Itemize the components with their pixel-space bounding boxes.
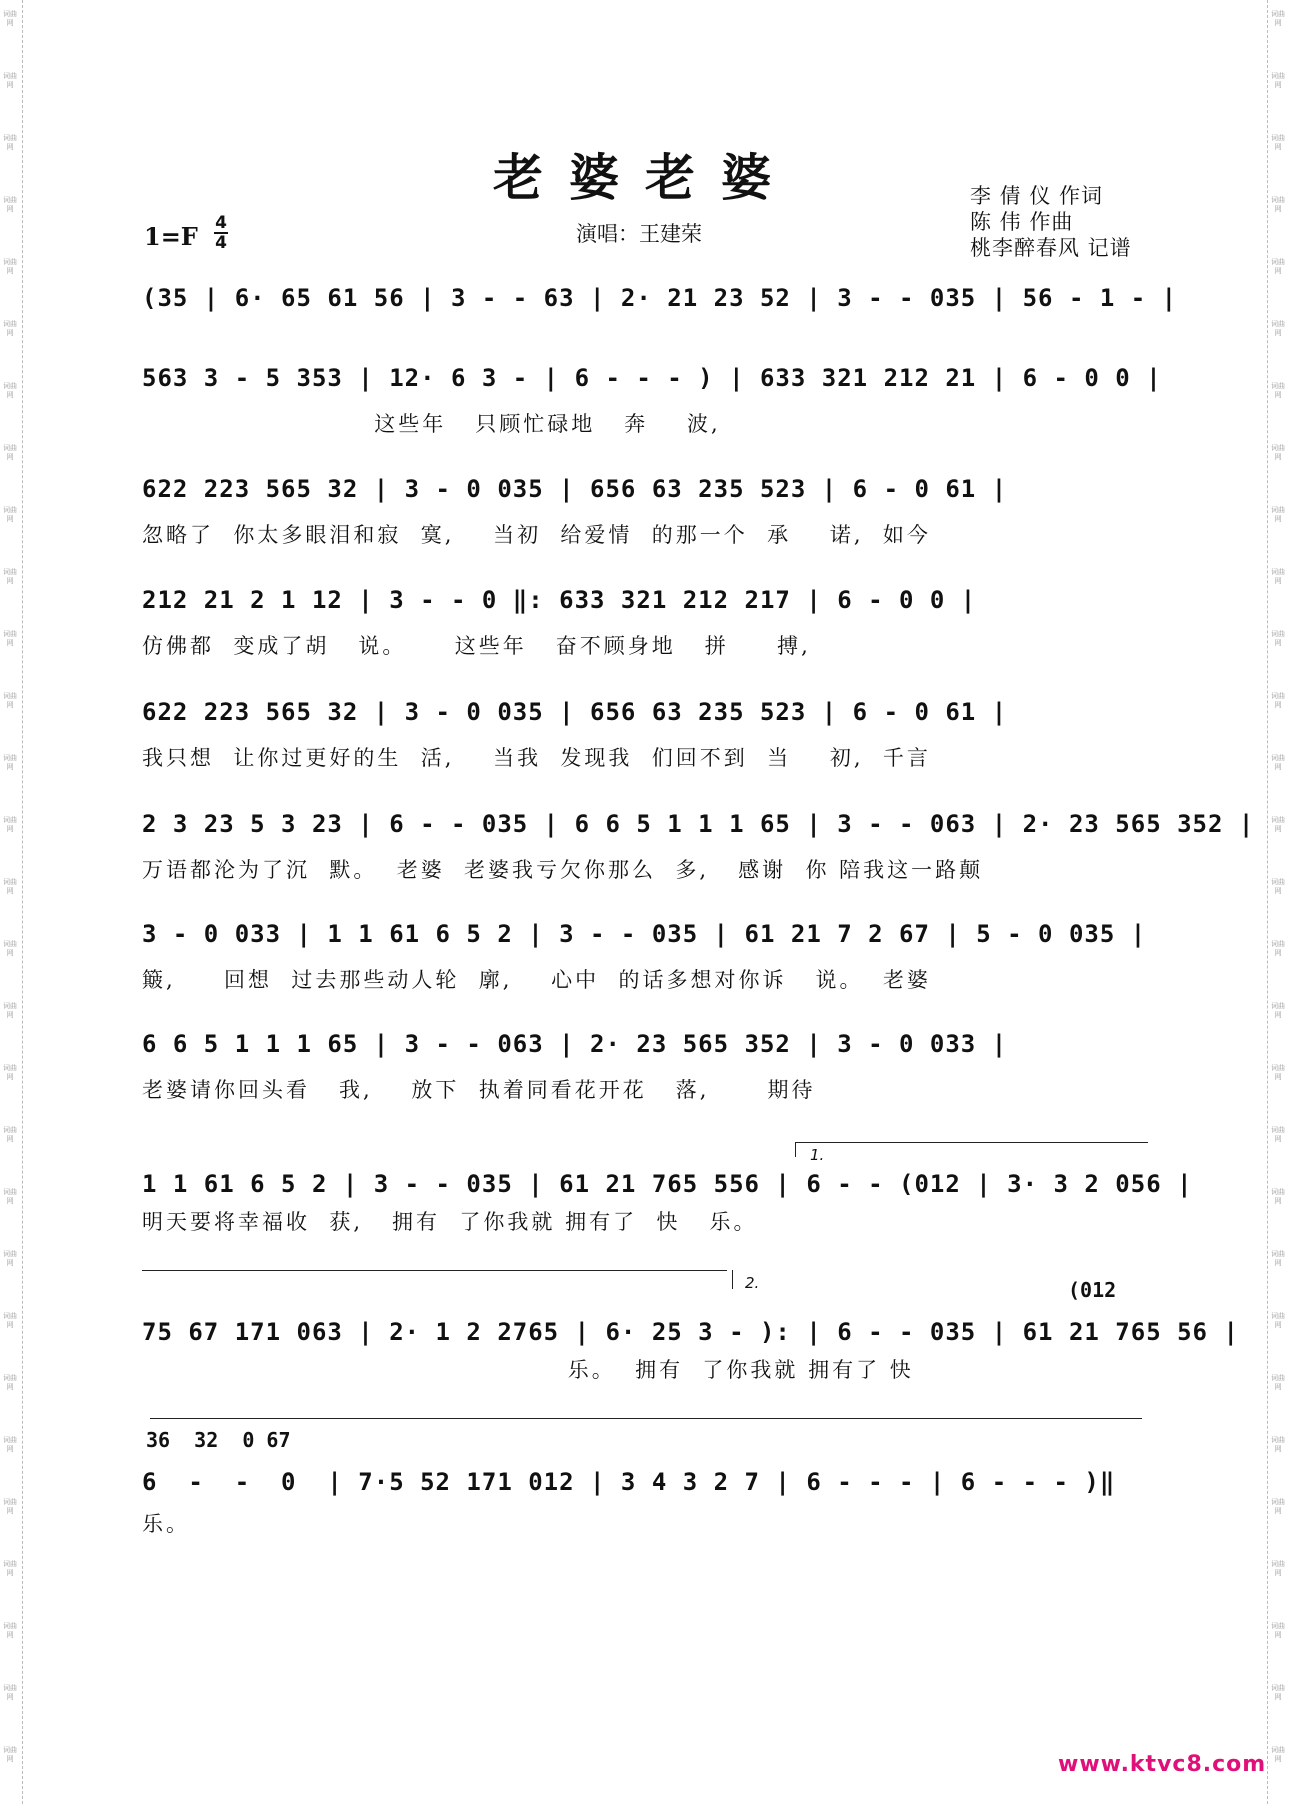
first-ending-bracket <box>795 1142 1148 1157</box>
time-signature <box>214 214 228 252</box>
side-mark: 词曲网 <box>3 940 17 957</box>
second-ending-bracket <box>732 1270 733 1289</box>
notation: (35 | 6· 65 61 56 | 3 - - 63 | 2· 21 23 52 | 3 - - 035 | 56 - 1 - | <box>142 284 1178 312</box>
side-mark: 词曲网 <box>1271 568 1285 585</box>
notation: 622 223 565 32 | 3 - 0 035 | 656 63 235 523 | 6 - 0 61 | <box>142 698 1008 726</box>
side-mark: 词曲网 <box>1271 196 1285 213</box>
upper-voice-notes: 36 32 0 67 <box>146 1428 291 1452</box>
system-line <box>142 1270 727 1271</box>
side-mark: 词曲网 <box>1271 10 1285 27</box>
side-mark: 词曲网 <box>3 506 17 523</box>
lyric-line: 忽略了 你太多眼泪和寂 寞, 当初 给爱情 的那一个 承 诺, 如今 <box>142 523 931 547</box>
side-mark: 词曲网 <box>1271 940 1285 957</box>
notation: 563 3 - 5 353 | 12· 6 3 - | 6 - - - ) | 633 321 212 21 | 6 - 0 0 | <box>142 364 1162 392</box>
side-mark: 词曲网 <box>3 568 17 585</box>
side-mark: 词曲网 <box>1271 1188 1285 1205</box>
side-mark: 词曲网 <box>3 1002 17 1019</box>
lyric-line: 簸, 回想 过去那些动人轮 廓, 心中 的话多想对你诉 说。 老婆 <box>142 968 931 992</box>
song-title: 老婆老婆 <box>493 148 797 207</box>
notation: 6 6 5 1 1 1 65 | 3 - - 063 | 2· 23 565 352 | 3 - 0 033 | <box>142 1030 1008 1058</box>
side-mark: 词曲网 <box>3 382 17 399</box>
side-mark: 词曲网 <box>1271 1250 1285 1267</box>
first-ending-label: 1. <box>810 1146 825 1164</box>
side-mark: 词曲网 <box>3 1498 17 1515</box>
side-mark: 词曲网 <box>1271 72 1285 89</box>
side-mark: 词曲网 <box>3 196 17 213</box>
side-mark: 词曲网 <box>3 72 17 89</box>
side-mark: 词曲网 <box>3 1622 17 1639</box>
key-signature: 1=F <box>144 222 198 251</box>
side-mark: 词曲网 <box>1271 1064 1285 1081</box>
time-signature-top: 4 <box>215 213 227 233</box>
transcriber-credit: 桃李醉春风 记谱 <box>970 236 1132 260</box>
side-mark: 词曲网 <box>1271 134 1285 151</box>
side-mark: 词曲网 <box>3 134 17 151</box>
side-mark: 词曲网 <box>3 1684 17 1701</box>
site-watermark: www.ktvc8.com <box>1058 1752 1267 1777</box>
side-mark: 词曲网 <box>1271 1746 1285 1763</box>
second-ending-label: 2. <box>745 1274 760 1292</box>
upper-voice-notes: (012 <box>1068 1278 1117 1302</box>
notation: 6 - - 0 | 7·5 52 171 012 | 3 4 3 2 7 | 6 - - - | 6 - - - )‖ <box>142 1468 1116 1496</box>
side-mark: 词曲网 <box>3 1436 17 1453</box>
lyric-line: 乐。 拥有 了你我就 拥有了 快 <box>142 1358 914 1382</box>
side-mark: 词曲网 <box>3 1250 17 1267</box>
notation: 1 1 61 6 5 2 | 3 - - 035 | 61 21 765 556 | 6 - - (012 | 3· 3 2 056 | <box>142 1170 1193 1198</box>
side-mark: 词曲网 <box>3 1746 17 1763</box>
time-signature-bottom: 4 <box>215 233 227 253</box>
side-mark: 词曲网 <box>1271 692 1285 709</box>
side-mark: 词曲网 <box>1271 320 1285 337</box>
side-mark: 词曲网 <box>3 816 17 833</box>
side-mark: 词曲网 <box>1271 816 1285 833</box>
side-mark: 词曲网 <box>1271 1498 1285 1515</box>
side-mark: 词曲网 <box>1271 1002 1285 1019</box>
side-mark: 词曲网 <box>3 10 17 27</box>
side-mark: 词曲网 <box>1271 258 1285 275</box>
side-mark: 词曲网 <box>3 444 17 461</box>
side-mark: 词曲网 <box>3 1188 17 1205</box>
side-mark: 词曲网 <box>1271 1684 1285 1701</box>
notation: 622 223 565 32 | 3 - 0 035 | 656 63 235 523 | 6 - 0 61 | <box>142 475 1008 503</box>
notation: 2 3 23 5 3 23 | 6 - - 035 | 6 6 5 1 1 1 65 | 3 - - 063 | 2· 23 565 352 | <box>142 810 1255 838</box>
lyric-line: 乐。 <box>142 1512 190 1536</box>
side-mark: 词曲网 <box>1271 878 1285 895</box>
side-mark: 词曲网 <box>3 320 17 337</box>
side-mark: 词曲网 <box>1271 444 1285 461</box>
side-mark: 词曲网 <box>1271 1374 1285 1391</box>
lyric-line: 这些年 只顾忙碌地 奔 波, <box>142 412 721 436</box>
notation: 3 - 0 033 | 1 1 61 6 5 2 | 3 - - 035 | 61 21 7 2 67 | 5 - 0 035 | <box>142 920 1147 948</box>
side-mark: 词曲网 <box>1271 1560 1285 1577</box>
notation: 75 67 171 063 | 2· 1 2 2765 | 6· 25 3 - ): | 6 - - 035 | 61 21 765 56 | <box>142 1318 1239 1346</box>
system-line <box>150 1418 1142 1419</box>
side-mark: 词曲网 <box>3 1560 17 1577</box>
lyric-line: 仿佛都 变成了胡 说。 这些年 奋不顾身地 拼 搏, <box>142 634 811 658</box>
side-mark: 词曲网 <box>3 1374 17 1391</box>
lyric-line: 明天要将幸福收 获, 拥有 了你我就 拥有了 快 乐。 <box>142 1210 758 1234</box>
right-margin-strip <box>1267 0 1290 1804</box>
side-mark: 词曲网 <box>1271 382 1285 399</box>
side-mark: 词曲网 <box>1271 506 1285 523</box>
side-mark: 词曲网 <box>3 1064 17 1081</box>
side-mark: 词曲网 <box>1271 1126 1285 1143</box>
lyric-line: 我只想 让你过更好的生 活, 当我 发现我 们回不到 当 初, 千言 <box>142 746 931 770</box>
side-mark: 词曲网 <box>1271 754 1285 771</box>
side-mark: 词曲网 <box>3 1126 17 1143</box>
side-mark: 词曲网 <box>1271 1622 1285 1639</box>
side-mark: 词曲网 <box>1271 630 1285 647</box>
side-mark: 词曲网 <box>3 630 17 647</box>
lyric-line: 万语都沦为了沉 默。 老婆 老婆我亏欠你那么 多, 感谢 你 陪我这一路颠 <box>142 858 984 882</box>
side-mark: 词曲网 <box>1271 1312 1285 1329</box>
notation: 212 21 2 1 12 | 3 - - 0 ‖: 633 321 212 217 | 6 - 0 0 | <box>142 586 977 614</box>
side-mark: 词曲网 <box>3 878 17 895</box>
side-mark: 词曲网 <box>1271 1436 1285 1453</box>
side-mark: 词曲网 <box>3 258 17 275</box>
composer-credit: 陈 伟 作曲 <box>970 210 1074 234</box>
lyricist-credit: 李 倩 仪 作词 <box>970 184 1104 208</box>
left-margin-strip <box>0 0 23 1804</box>
side-mark: 词曲网 <box>3 754 17 771</box>
lyric-line: 老婆请你回头看 我, 放下 执着同看花开花 落, 期待 <box>142 1078 816 1102</box>
side-mark: 词曲网 <box>3 1312 17 1329</box>
side-mark: 词曲网 <box>3 692 17 709</box>
singer-credit: 演唱：王建荣 <box>576 222 702 246</box>
